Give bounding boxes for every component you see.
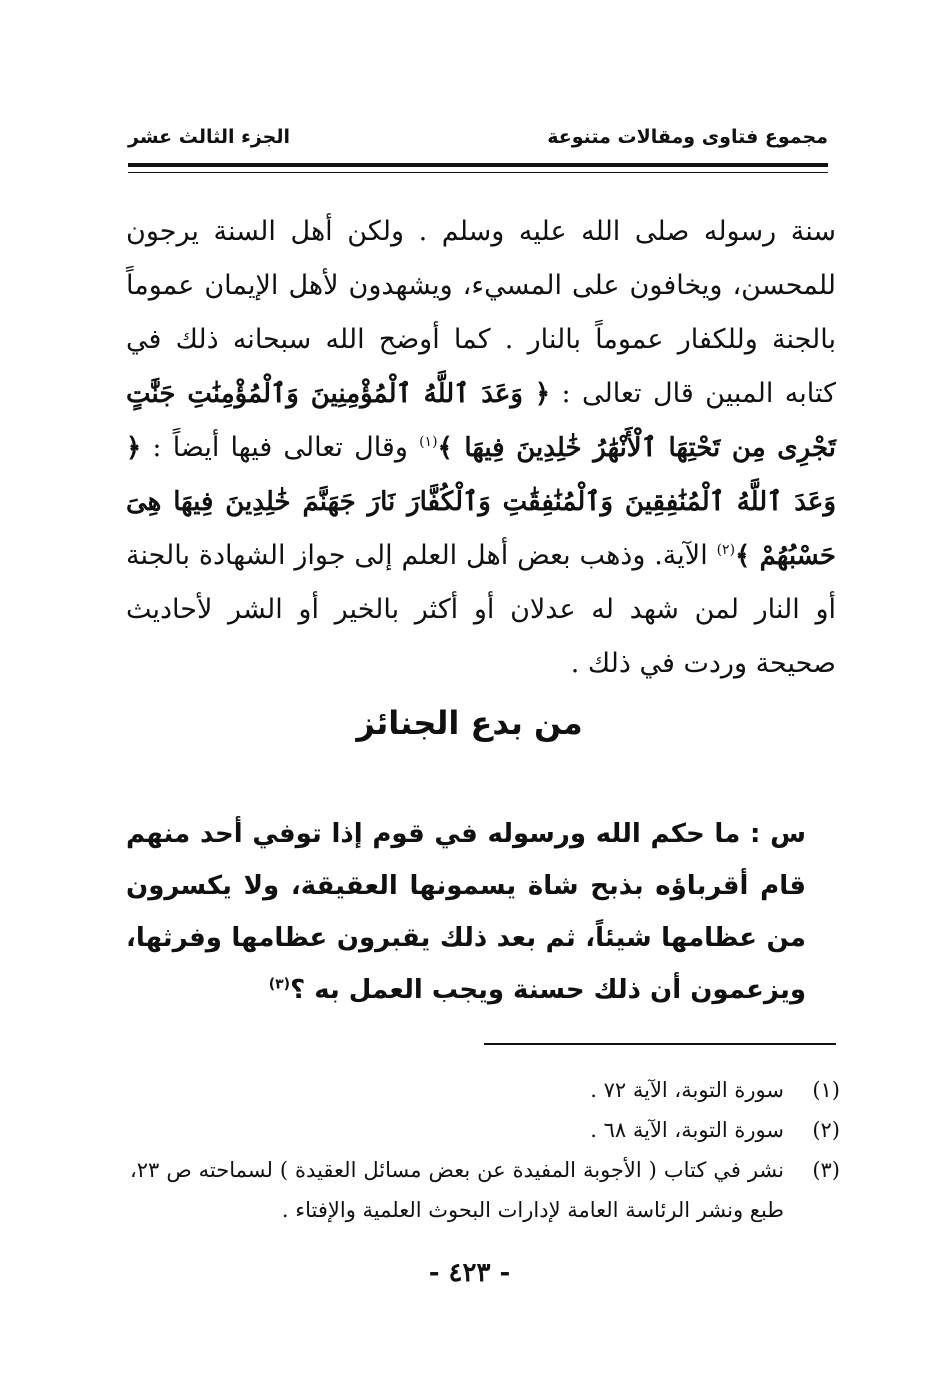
footnote-item [130, 1070, 840, 1110]
footnote-text: نشر في كتاب ( الأجوبة المفيدة عن بعض مسائل العقيدة ) لسماحته ص ٢٣، طبع ونشر الرئاسة العامة لإدارات البحوث العلمية والإفتاء . [130, 1158, 784, 1222]
question-paragraph [126, 808, 806, 1016]
footnote-text: سورة التوبة، الآية ٦٨ . [590, 1118, 784, 1142]
body-text-part-3: الآية. وذهب بعض أهل العلم إلى جواز الشهادة بالجنة أو النار لمن شهد له عدلان أو أكثر بالخير أو الشر لأحاديث صحيحة وردت في ذلك . [126, 540, 836, 679]
header-rule-thin [128, 172, 828, 173]
footnote-ref-2: (٢) [716, 542, 736, 558]
footnote-text: سورة التوبة، الآية ٧٢ . [590, 1078, 784, 1102]
footnote-ref-1: (١) [419, 434, 438, 450]
book-title: مجموع فتاوى ومقالات متنوعة [547, 126, 828, 148]
quran-verse-1: ﴿ وَعَدَ ٱللَّهُ ٱلْمُؤْمِنِينَ وَٱلْمُؤْمِنَٰتِ جَنَّٰتٍ تَجْرِى مِن تَحْتِهَا ٱلْأَنْهَٰرُ خَٰلِدِينَ فِيهَا ﴾ [126, 379, 837, 463]
footnotes [130, 1070, 840, 1230]
page-number: - ٤٢٣ - [428, 1258, 511, 1288]
header-rule-thick [128, 163, 828, 167]
question-text: س : ما حكم الله ورسوله في قوم إذا توفي أحد منهم قام أقرباؤه بذبح شاة يسمونها العقيقة، ولا يكسرون من عظامها شيئاً، ثم بعد ذلك يقبرون عظامها وفرثها، ويزعمون أن ذلك حسنة ويجب العمل به ؟ [126, 819, 806, 1005]
body-paragraph [126, 205, 836, 691]
footnote-number: (٣) [812, 1158, 840, 1182]
body-text-part-2: وقال تعالى فيها أيضاً : [152, 432, 408, 463]
body-text-part-1: سنة رسوله صلى الله عليه وسلم . ولكن أهل السنة يرجون للمحسن، ويخافون على المسيء، ويشهدون لأهل الإيمان عموماً بالجنة وللكفار عموماً بالنار . كما أوضح الله سبحانه ذلك في كتابه المبين قال تعالى : [126, 216, 836, 409]
section-title: من بدع الجنائز [356, 704, 583, 742]
footnote-item [130, 1110, 840, 1150]
footnote-separator [484, 1043, 836, 1045]
quran-verse-2: ﴿ وَعَدَ ٱللَّهُ ٱلْمُنَٰفِقِينَ وَٱلْمُنَٰفِقَٰتِ وَٱلْكُفَّارَ نَارَ جَهَنَّمَ خَٰلِدِينَ فِيهَا هِىَ حَسْبُهُمْ ﴾ [126, 433, 836, 571]
volume-label: الجزء الثالث عشر [128, 126, 291, 148]
footnote-number: (١) [812, 1078, 840, 1102]
footnote-number: (٢) [812, 1118, 840, 1142]
footnote-item [130, 1150, 840, 1230]
running-header [128, 120, 828, 160]
footnote-ref-3: (٣) [268, 976, 291, 993]
